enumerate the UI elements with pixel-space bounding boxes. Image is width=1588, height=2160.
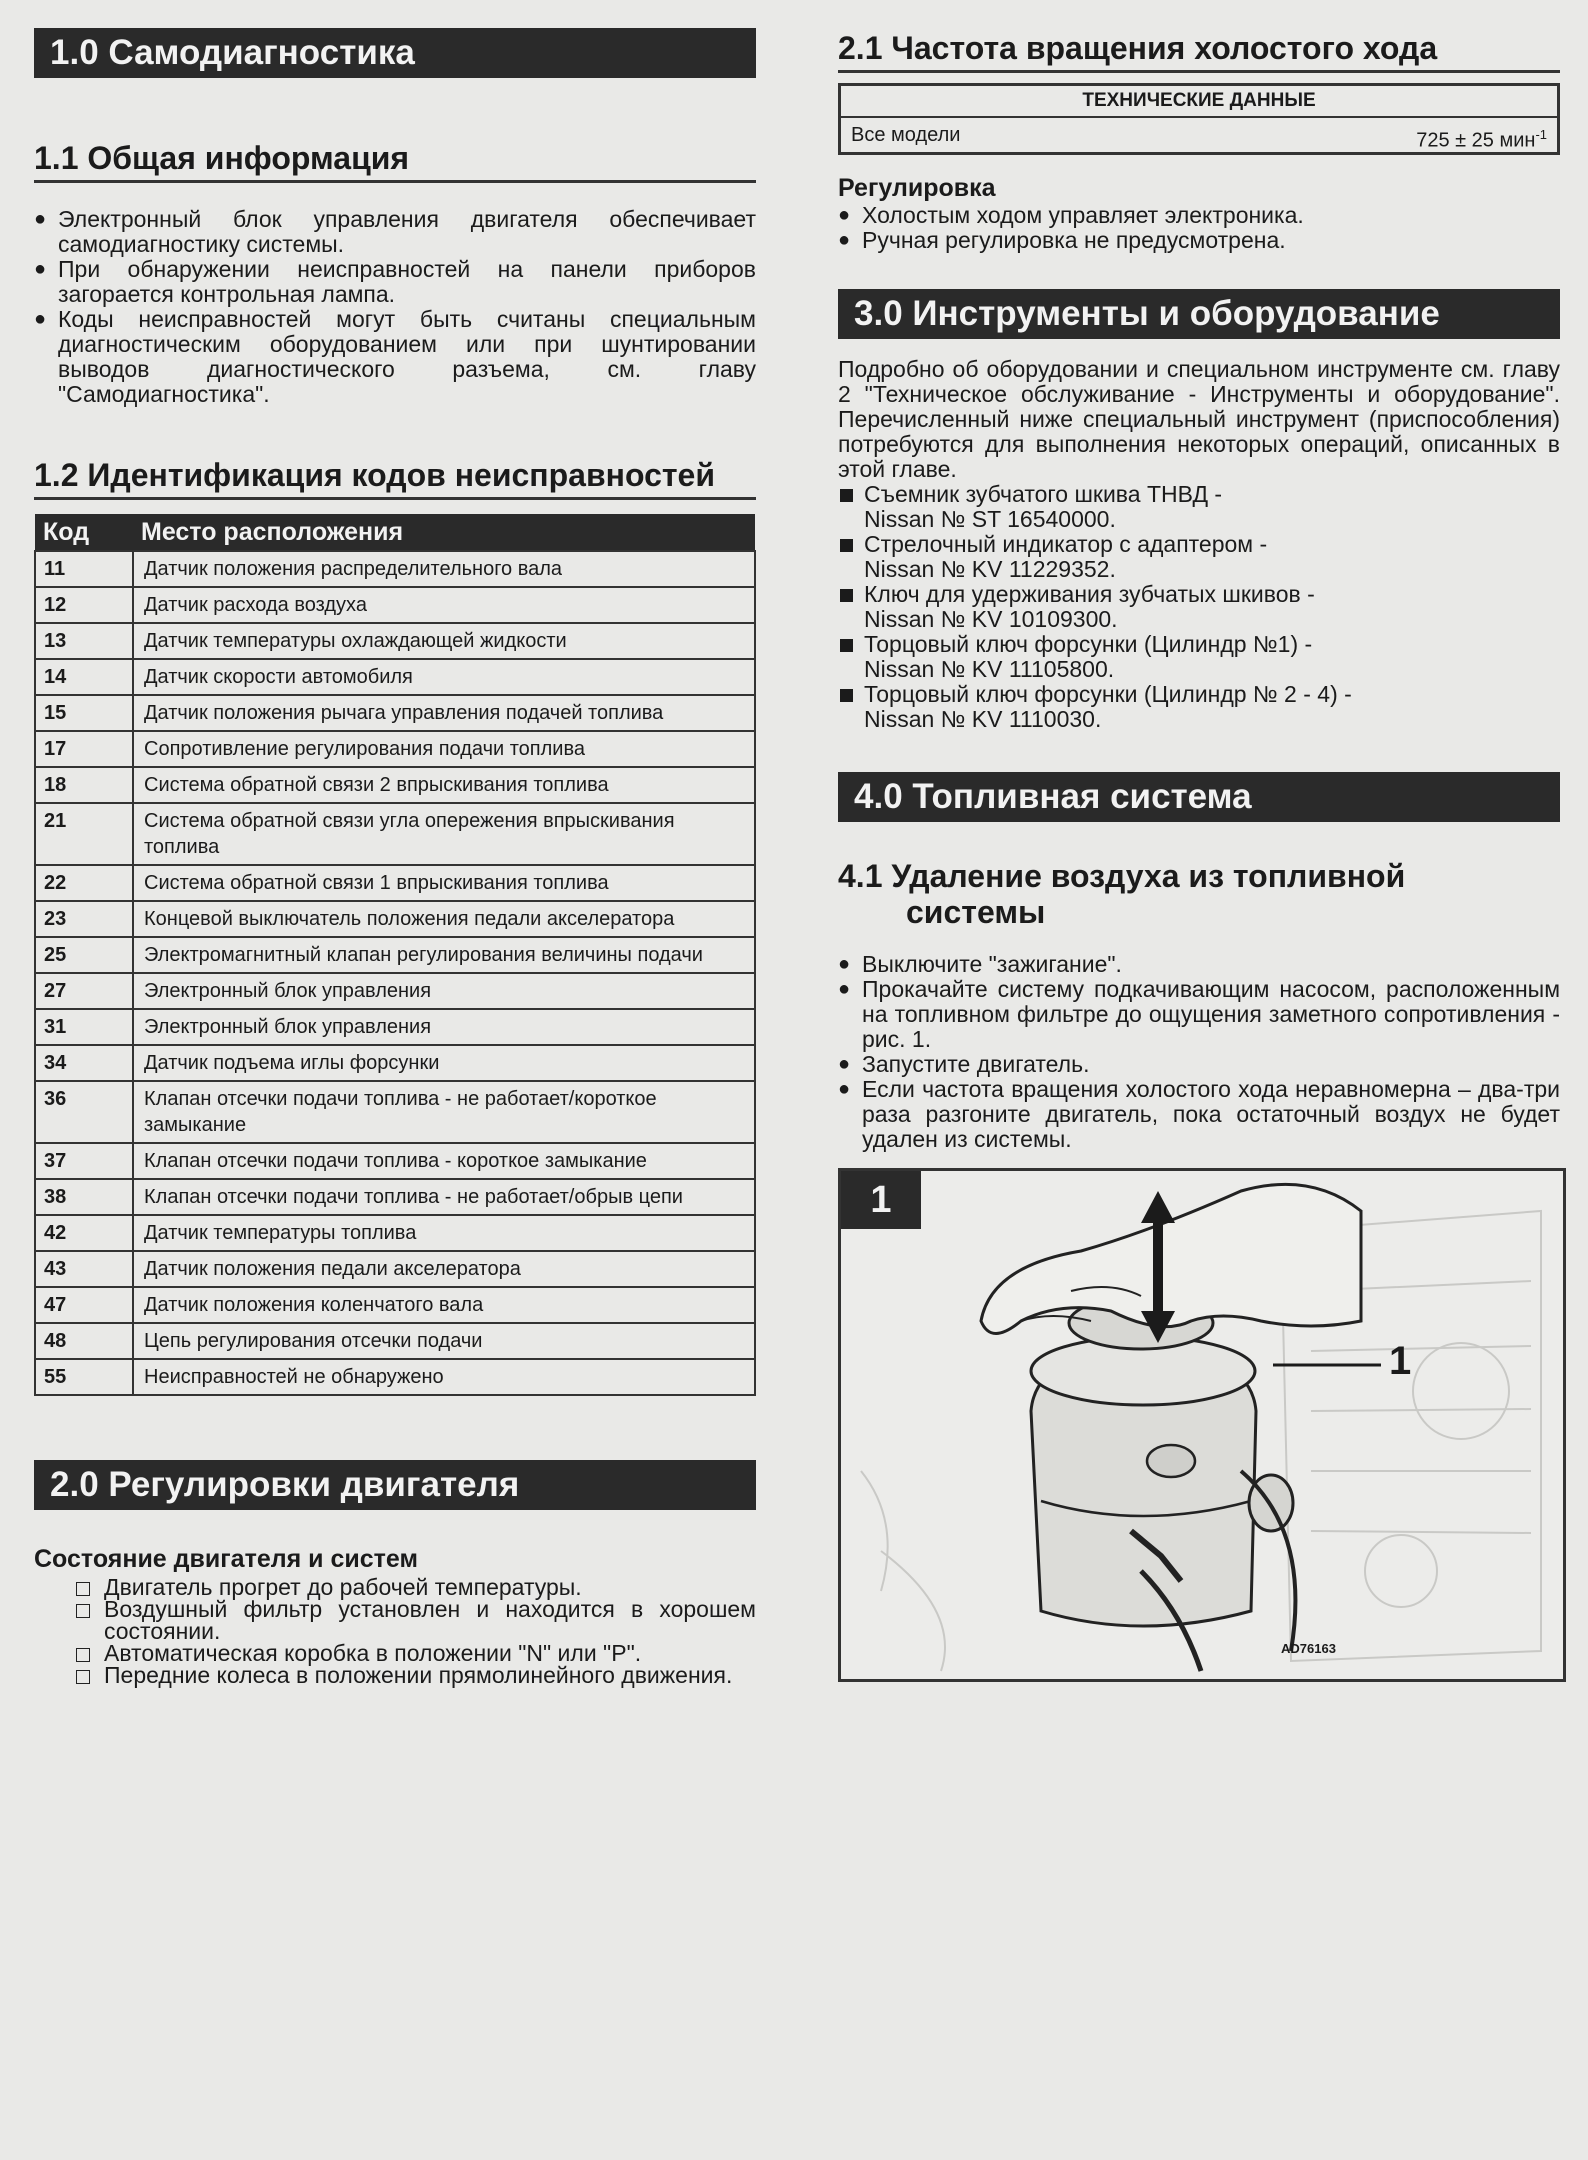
bullet-icon: ●	[34, 308, 47, 330]
table-row	[35, 1081, 755, 1143]
list-item: Торцовый ключ форсунки (Цилиндр № 2 - 4) - Nissan № KV 1110030.	[838, 682, 1560, 732]
fault-location: Клапан отсечки подачи топлива - не работает/короткое замыкание	[133, 1081, 755, 1143]
list-item: Двигатель прогрет до рабочей температуры.	[76, 1576, 756, 1598]
list-item: Ключ для удерживания зубчатых шкивов - Nissan № KV 10109300.	[838, 582, 1560, 632]
fault-code: 43	[35, 1251, 133, 1287]
list-item: ● Запустите двигатель.	[838, 1051, 1090, 1077]
spec-header: ТЕХНИЧЕСКИЕ ДАННЫЕ	[841, 86, 1557, 118]
fault-code: 21	[35, 803, 133, 865]
column-header-place: Место расположения	[133, 514, 755, 551]
adjustment-list	[838, 203, 1560, 253]
table-row	[35, 1359, 755, 1395]
list-item: ● При обнаружении неисправностей на панели приборов загорается контрольная лампа.	[34, 256, 756, 307]
list-item: Съемник зубчатого шкива ТНВД - Nissan № ST 16540000.	[838, 482, 1560, 532]
list-item: ● Ручная регулировка не предусмотрена.	[838, 227, 1286, 253]
list-item: Воздушный фильтр установлен и находится в хорошем состоянии.	[76, 1598, 756, 1642]
table-row	[35, 659, 755, 695]
fault-location: Датчик температуры топлива	[133, 1215, 755, 1251]
fault-location: Датчик температуры охлаждающей жидкости	[133, 623, 755, 659]
table-row	[35, 1251, 755, 1287]
table-row	[35, 731, 755, 767]
fault-code: 25	[35, 937, 133, 973]
fault-code: 13	[35, 623, 133, 659]
list-item: ● Прокачайте систему подкачивающим насосом, расположенным на топливном фильтре до ощущения заметного сопротивления - рис. 1.	[838, 976, 1560, 1052]
bullet-icon: ●	[838, 1078, 851, 1100]
fault-code: 37	[35, 1143, 133, 1179]
fault-location: Электромагнитный клапан регулирования величины подачи	[133, 937, 755, 973]
fault-code: 47	[35, 1287, 133, 1323]
fault-location: Датчик положения распределительного вала	[133, 551, 755, 587]
section-title-1: 1.0 Самодиагностика	[34, 28, 756, 78]
fault-location: Неисправностей не обнаружено	[133, 1359, 755, 1395]
table-row	[35, 623, 755, 659]
bullet-icon: ●	[838, 229, 851, 251]
fault-code: 18	[35, 767, 133, 803]
table-row	[35, 1009, 755, 1045]
list-item: Торцовый ключ форсунки (Цилиндр №1) - Nissan № KV 11105800.	[838, 632, 1560, 682]
spec-unit-sup: -1	[1535, 127, 1547, 142]
checkbox-icon	[76, 1648, 90, 1662]
table-row	[35, 1323, 755, 1359]
fault-location: Сопротивление регулирования подачи топлива	[133, 731, 755, 767]
fault-location: Концевой выключатель положения педали акселератора	[133, 901, 755, 937]
table-row	[35, 973, 755, 1009]
fault-code: 38	[35, 1179, 133, 1215]
checkbox-icon	[76, 1604, 90, 1618]
fault-location: Система обратной связи 2 впрыскивания топлива	[133, 767, 755, 803]
list-item: Автоматическая коробка в положении "N" или "P".	[76, 1642, 756, 1664]
spec-value: 725 ± 25 мин$^{-1}$	[1416, 127, 1547, 152]
section-title-4: 4.0 Топливная система	[838, 772, 1560, 822]
square-bullet-icon	[840, 639, 853, 652]
table-row	[35, 1215, 755, 1251]
fault-code: 42	[35, 1215, 133, 1251]
fault-code: 31	[35, 1009, 133, 1045]
fault-code: 14	[35, 659, 133, 695]
fault-location: Система обратной связи угла опережения впрыскивания топлива	[133, 803, 755, 865]
spec-box	[838, 83, 1560, 155]
table-row	[35, 695, 755, 731]
section-title-3: 3.0 Инструменты и оборудование	[838, 289, 1560, 339]
subsection-title-1-2: 1.2 Идентификация кодов неисправностей	[34, 455, 756, 500]
fault-code: 23	[35, 901, 133, 937]
table-row	[35, 587, 755, 623]
table-row	[35, 865, 755, 901]
list-item: ● Если частота вращения холостого хода неравномерна – два-три раза разгоните двигатель, пока остаточный воздух не будет удален из системы.	[838, 1076, 1560, 1152]
table-row	[35, 1045, 755, 1081]
fuel-bleed-list	[838, 952, 1560, 1152]
subsection-title-1-1: 1.1 Общая информация	[34, 138, 756, 183]
list-item: Передние колеса в положении прямолинейного движения.	[76, 1664, 756, 1686]
table-row	[35, 901, 755, 937]
fault-code: 55	[35, 1359, 133, 1395]
right-column	[838, 28, 1560, 1152]
list-item: ● Коды неисправностей могут быть считаны специальным диагностическим оборудованием или при шунтировании выводов диагностического разъема, см. главу "Самодиагностика".	[34, 306, 756, 407]
checkbox-icon	[76, 1670, 90, 1684]
square-bullet-icon	[840, 489, 853, 502]
table-row	[35, 1179, 755, 1215]
spec-label: Все модели	[851, 124, 961, 146]
fault-code: 34	[35, 1045, 133, 1081]
fault-location: Клапан отсечки подачи топлива - не работает/обрыв цепи	[133, 1179, 755, 1215]
bullet-icon: ●	[34, 208, 47, 230]
tools-intro: Подробно об оборудовании и специальном инструменте см. главу 2 "Техническое обслуживание - Инструменты и оборудование". Перечисленный ниже специальный инструмент (приспособления) потребуются для выполнения некоторых операций, описанных в этой главе.	[838, 356, 1560, 482]
tools-list	[838, 482, 1560, 732]
general-info-list	[34, 207, 756, 407]
square-bullet-icon	[840, 539, 853, 552]
column-header-code: Код	[35, 514, 133, 551]
list-item: ● Выключите "зажигание".	[838, 951, 1122, 977]
table-row	[35, 1287, 755, 1323]
fault-code: 48	[35, 1323, 133, 1359]
fault-code: 12	[35, 587, 133, 623]
fuel-filter-pump-illustration	[841, 1171, 1557, 1673]
checkbox-icon	[76, 1582, 90, 1596]
table-row	[35, 1143, 755, 1179]
fault-location: Клапан отсечки подачи топлива - короткое замыкание	[133, 1143, 755, 1179]
table-row	[35, 767, 755, 803]
spec-row	[841, 118, 1557, 152]
bullet-icon: ●	[838, 204, 851, 226]
table-row	[35, 803, 755, 865]
fault-location: Датчик скорости автомобиля	[133, 659, 755, 695]
fault-code: 17	[35, 731, 133, 767]
fault-codes-body	[35, 551, 755, 1395]
fault-code: 27	[35, 973, 133, 1009]
subsection-title-2-1: 2.1 Частота вращения холостого хода	[838, 28, 1560, 73]
adjustment-title: Регулировка	[838, 174, 996, 202]
figure-code: AD76163	[1281, 1641, 1336, 1656]
fault-location: Датчик положения педали акселератора	[133, 1251, 755, 1287]
figure-number: 1	[841, 1171, 921, 1229]
fault-location: Электронный блок управления	[133, 1009, 755, 1045]
figure-1	[838, 1168, 1566, 1682]
callout-label: 1	[1389, 1339, 1412, 1383]
table-row	[35, 551, 755, 587]
table-row	[35, 937, 755, 973]
list-item: ● Холостым ходом управляет электроника.	[838, 202, 1304, 228]
subsection-title-4-1: 4.1 Удаление воздуха из топливной системы	[838, 858, 1406, 930]
fault-location: Датчик расхода воздуха	[133, 587, 755, 623]
engine-state-list	[34, 1576, 756, 1686]
list-item: Стрелочный индикатор с адаптером - Nissan № KV 11229352.	[838, 532, 1560, 582]
engine-state-title: Состояние двигателя и систем	[34, 1545, 418, 1573]
fault-location: Датчик подъема иглы форсунки	[133, 1045, 755, 1081]
fault-code: 11	[35, 551, 133, 587]
bullet-icon: ●	[34, 258, 47, 280]
left-column	[34, 28, 756, 1686]
fault-location: Электронный блок управления	[133, 973, 755, 1009]
fault-location: Датчик положения рычага управления подачей топлива	[133, 695, 755, 731]
fault-code: 36	[35, 1081, 133, 1143]
square-bullet-icon	[840, 589, 853, 602]
fault-code: 15	[35, 695, 133, 731]
bullet-icon: ●	[838, 953, 851, 975]
fault-location: Цепь регулирования отсечки подачи	[133, 1323, 755, 1359]
square-bullet-icon	[840, 689, 853, 702]
list-item: ● Электронный блок управления двигателя обеспечивает самодиагностику системы.	[34, 206, 756, 257]
bullet-icon: ●	[838, 1053, 851, 1075]
fault-location: Датчик положения коленчатого вала	[133, 1287, 755, 1323]
section-title-2: 2.0 Регулировки двигателя	[34, 1460, 756, 1510]
fault-location: Система обратной связи 1 впрыскивания топлива	[133, 865, 755, 901]
fault-codes-table	[34, 514, 756, 1396]
bullet-icon: ●	[838, 978, 851, 1000]
fault-code: 22	[35, 865, 133, 901]
